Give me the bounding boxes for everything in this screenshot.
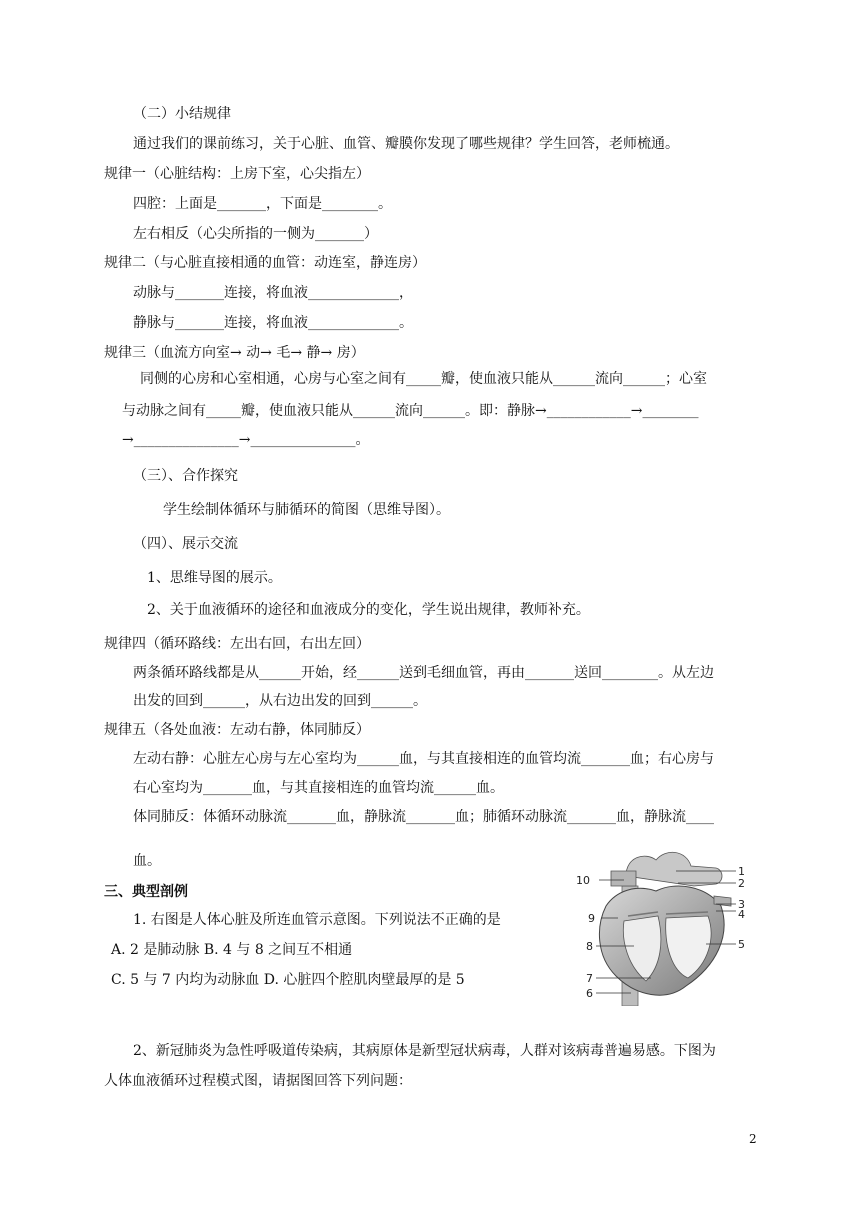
- paragraph: 右心室均为_______血，与其直接相连的血管均流______血。: [133, 780, 504, 796]
- section-heading-cooperation: （三）、合作探究: [133, 468, 238, 484]
- paragraph: 静脉与_______连接，将血液_____________。: [133, 315, 413, 331]
- figure-label: 2: [738, 877, 745, 890]
- figure-label: 9: [588, 912, 595, 925]
- figure-label: 10: [576, 874, 590, 887]
- paragraph: 体同肺反：体循环动脉流_______血，静脉流_______血；肺循环动脉流_______血，静脉流____: [133, 809, 714, 825]
- figure-label: 8: [586, 940, 593, 953]
- paragraph: 与动脉之间有_____瓣，使血液只能从______流向______。即：静脉→____________→________: [122, 403, 699, 419]
- section-heading-summary: （二）小结规律: [133, 106, 231, 122]
- figure-label: 4: [738, 908, 745, 921]
- rule-heading: 规律一（心脏结构：上房下室，心尖指左）: [104, 166, 370, 182]
- question-2: 人体血液循环过程模式图，请据图回答下列问题：: [104, 1073, 412, 1089]
- question-1: 1. 右图是人体心脏及所连血管示意图。下列说法不正确的是: [133, 912, 501, 928]
- paragraph: 出发的回到______，从右边出发的回到______。: [133, 693, 427, 709]
- paragraph: 动脉与_______连接，将血液_____________，: [133, 285, 413, 301]
- rule-heading: 规律三（血流方向室→ 动→ 毛→ 静→ 房）: [104, 345, 365, 361]
- page-number: 2: [749, 1132, 757, 1146]
- rule-heading: 规律二（与心脏直接相通的血管：动连室，静连房）: [104, 255, 426, 271]
- paragraph: 通过我们的课前练习，关于心脏、血管、瓣膜你发现了哪些规律？学生回答，老师梳通。: [133, 136, 679, 152]
- figure-label: 5: [738, 938, 745, 951]
- rule-heading: 规律五（各处血液：左动右静，体同肺反）: [104, 722, 370, 738]
- paragraph: 左动右静：心脏左心房与左心室均为______血，与其直接相连的血管均流_______血；右心房与: [133, 751, 714, 767]
- paragraph: 四腔：上面是_______，下面是________。: [133, 196, 392, 212]
- rule-heading: 规律四（循环路线：左出右回，右出左回）: [104, 636, 370, 652]
- heart-illustration: [599, 852, 731, 1006]
- paragraph: 两条循环路线都是从______开始，经______送到毛细血管，再由_______送回________。从左边: [133, 665, 714, 681]
- figure-label: 7: [586, 972, 593, 985]
- paragraph: 左右相反（心尖所指的一侧为_______）: [133, 226, 378, 242]
- paragraph: 2、关于血液循环的途径和血液成分的变化，学生说出规律，教师补充。: [147, 602, 590, 618]
- paragraph: 同侧的心房和心室相通，心房与心室之间有_____瓣，使血液只能从______流向______；心室: [140, 371, 707, 387]
- figure-label: 6: [586, 987, 593, 1000]
- heart-diagram: [566, 846, 756, 1006]
- section-heading-examples: 三、典型剖例: [104, 884, 188, 900]
- question-2: 2、新冠肺炎为急性呼吸道传染病，其病原体是新型冠状病毒，人群对该病毒普遍易感。下图为: [133, 1043, 716, 1059]
- paragraph: 学生绘制体循环与肺循环的简图（思维导图）。: [163, 502, 450, 518]
- figure-label: 3: [738, 898, 745, 911]
- paragraph: 1、思维导图的展示。: [147, 570, 282, 586]
- question-1-options-cd: C. 5 与 7 内均为动脉血 D. 心脏四个腔肌肉壁最厚的是 5: [111, 972, 465, 988]
- paragraph: →_______________→_______________。: [122, 432, 370, 448]
- figure-label: 1: [738, 865, 745, 878]
- section-heading-presentation: （四）、展示交流: [133, 536, 238, 552]
- question-1-options-ab: A. 2 是肺动脉 B. 4 与 8 之间互不相通: [111, 942, 353, 958]
- paragraph: 血。: [133, 853, 161, 869]
